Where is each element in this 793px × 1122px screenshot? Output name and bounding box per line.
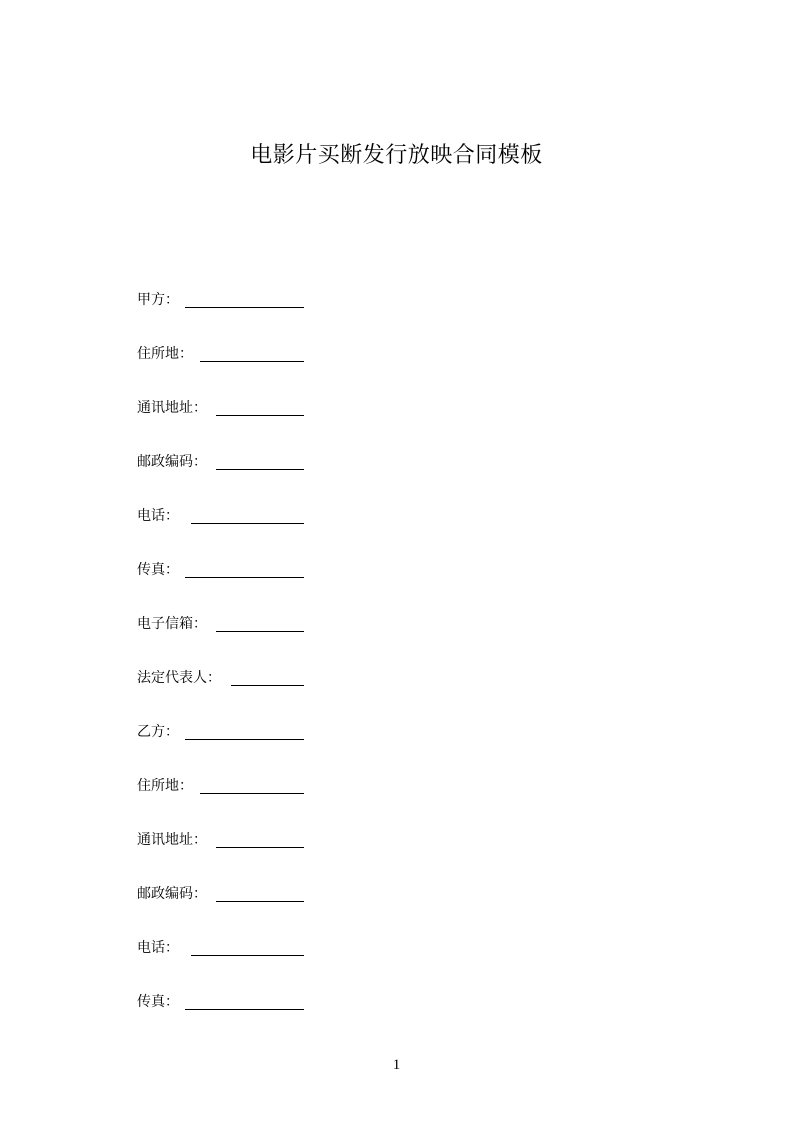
page-number: 1 — [392, 1057, 401, 1073]
blank-line[interactable] — [200, 793, 304, 794]
field-label: 电话： — [137, 508, 179, 524]
party-a-email-field — [137, 612, 207, 636]
field-label: 邮政编码： — [137, 886, 207, 902]
field-label: 传真： — [137, 562, 179, 578]
field-label: 通讯地址： — [137, 400, 207, 416]
party-a-legal-rep-field — [137, 666, 221, 690]
blank-line[interactable] — [191, 955, 304, 956]
field-label: 电话： — [137, 940, 179, 956]
blank-line[interactable] — [231, 685, 304, 686]
blank-line[interactable] — [185, 739, 304, 740]
blank-line[interactable] — [216, 631, 304, 632]
party-b-postcode-field — [137, 882, 207, 906]
field-label: 法定代表人： — [137, 670, 221, 686]
field-label: 电子信箱： — [137, 616, 207, 632]
field-label: 传真： — [137, 994, 179, 1010]
party-b-name-field — [137, 720, 179, 744]
blank-line[interactable] — [185, 577, 304, 578]
blank-line[interactable] — [216, 469, 304, 470]
field-label: 乙方： — [137, 724, 179, 740]
blank-line[interactable] — [185, 307, 304, 308]
party-a-fax-field — [137, 558, 179, 582]
blank-line[interactable] — [191, 523, 304, 524]
field-label: 通讯地址： — [137, 832, 207, 848]
blank-line[interactable] — [216, 847, 304, 848]
field-label: 甲方： — [137, 292, 179, 308]
blank-line[interactable] — [200, 361, 304, 362]
party-b-fax-field — [137, 990, 179, 1014]
blank-line[interactable] — [216, 415, 304, 416]
party-a-name-field — [137, 288, 179, 312]
party-a-postcode-field — [137, 450, 207, 474]
party-b-domicile-field — [137, 774, 193, 798]
document-title: 电影片买断发行放映合同模板 — [250, 143, 543, 168]
blank-line[interactable] — [216, 901, 304, 902]
party-a-domicile-field — [137, 342, 193, 366]
field-label: 邮政编码： — [137, 454, 207, 470]
party-b-address-field — [137, 828, 207, 852]
field-label: 住所地： — [137, 778, 193, 794]
party-b-phone-field — [137, 936, 179, 960]
party-a-address-field — [137, 396, 207, 420]
field-label: 住所地： — [137, 346, 193, 362]
party-a-phone-field — [137, 504, 179, 528]
blank-line[interactable] — [185, 1009, 304, 1010]
